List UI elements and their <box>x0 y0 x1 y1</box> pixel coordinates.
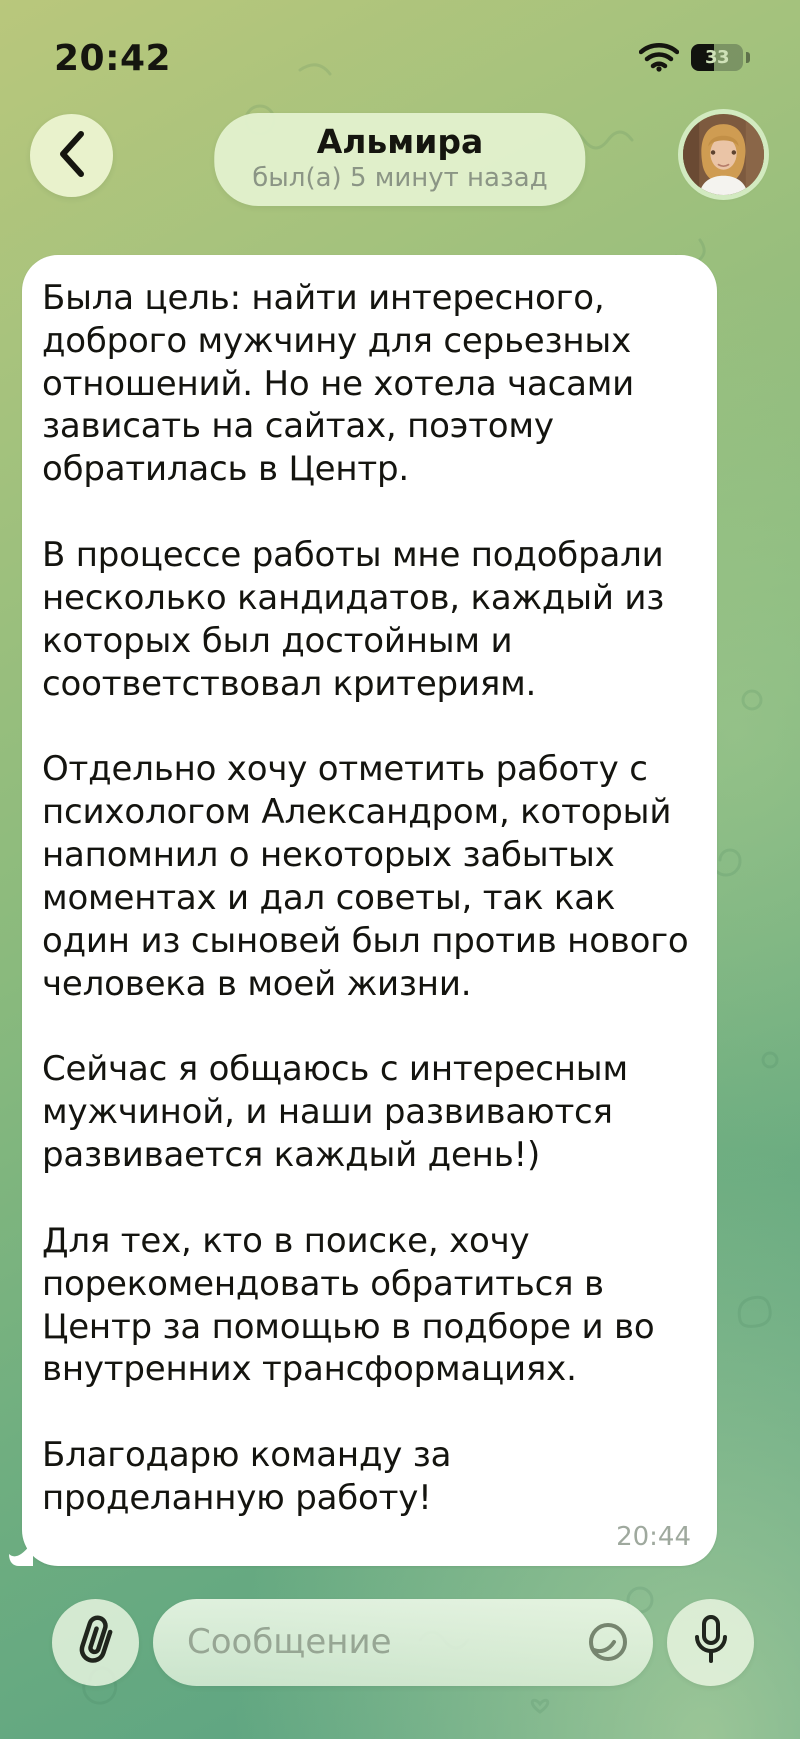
contact-avatar[interactable] <box>683 114 764 195</box>
battery-percent: 33 <box>704 46 730 68</box>
avatar-image <box>683 114 764 195</box>
message-paragraph: Отдельно хочу отметить работу с психологом Александром, который напомнил о некоторых забытых моментах и дал советы, так как один из сыновей был против нового человека в моей жизни. <box>42 749 689 1004</box>
message-text <box>42 277 691 1520</box>
status-indicators <box>639 42 750 72</box>
message-paragraph: Для тех, кто в поиске, хочу порекомендовать обратиться в Центр за помощью в подборе и во внутренних трансформациях. <box>42 1220 655 1390</box>
message-composer <box>0 1598 800 1686</box>
message-input-pill <box>153 1599 653 1686</box>
battery-nub <box>746 52 750 63</box>
chevron-left-icon <box>55 129 89 183</box>
last-seen-status: был(а) 5 минут назад <box>252 162 548 193</box>
incoming-message-bubble[interactable] <box>22 255 717 1566</box>
microphone-icon <box>691 1613 731 1671</box>
status-bar <box>0 34 800 84</box>
voice-record-button[interactable] <box>667 1599 754 1686</box>
battery-icon <box>691 44 743 71</box>
chat-header <box>0 112 800 198</box>
attach-button[interactable] <box>52 1599 139 1686</box>
wifi-icon <box>639 42 679 72</box>
bubble-tail <box>9 1540 33 1566</box>
message-paragraph: Сейчас я общаюсь с интересным мужчиной, и наши развиваются развивается каждый день!) <box>42 1049 628 1176</box>
chat-title: Альмира <box>316 122 484 161</box>
clock: 20:42 <box>54 38 172 79</box>
back-button[interactable] <box>30 114 113 197</box>
message-paragraph: В процессе работы мне подобрали несколько кандидатов, каждый из которых был достойным и соответствовал критериям. <box>42 535 665 704</box>
message-input[interactable] <box>187 1622 577 1662</box>
message-timestamp: 20:44 <box>616 1521 691 1552</box>
message-paragraph: Благодарю команду за проделанную работу! <box>42 1435 452 1519</box>
paperclip-icon <box>74 1614 118 1670</box>
chat-title-pill[interactable] <box>214 113 585 206</box>
message-paragraph: Была цель: найти интересного, доброго мужчину для серьезных отношений. Но не хотела часами зависать на сайтах, поэтому обратилась в Центр. <box>42 278 635 490</box>
sticker-icon[interactable] <box>585 1619 631 1665</box>
